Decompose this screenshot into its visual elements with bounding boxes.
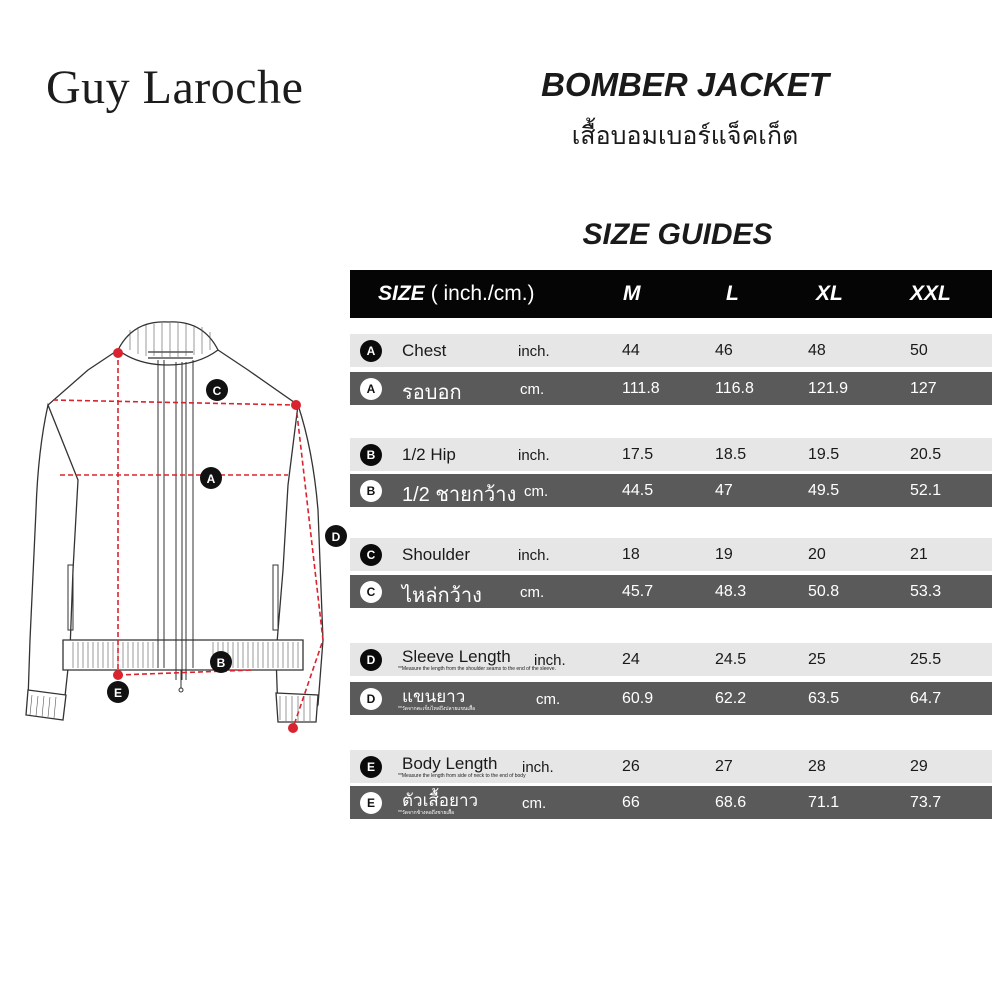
value-xl: 71.1 [808, 794, 840, 811]
row-hip-cm [350, 474, 992, 507]
diagram-label-e: E [113, 686, 123, 700]
value-xxl: 73.7 [910, 794, 942, 811]
size-guide-title: SIZE GUIDES [582, 218, 773, 251]
value-l: 48.3 [715, 583, 747, 600]
row-sleeve-inch [350, 643, 992, 676]
value-xxl: 29 [910, 758, 928, 775]
diagram-label-c: C [212, 384, 222, 398]
diagram-label-a: A [206, 472, 216, 486]
jacket-diagram [18, 310, 348, 740]
row-badge: A [360, 340, 382, 362]
value-xxl: 50 [910, 342, 928, 359]
row-badge: B [360, 444, 382, 466]
row-chest-cm [350, 372, 992, 405]
row-badge: C [360, 581, 382, 603]
value-m: 17.5 [622, 446, 654, 463]
value-l: 47 [715, 482, 733, 499]
value-l: 24.5 [715, 651, 747, 668]
value-xl: 20 [808, 546, 826, 563]
row-note: **Measure the length from the shoulder seams to the end of the sleeve. [398, 666, 556, 672]
row-length-inch [350, 750, 992, 783]
diagram-label-b: B [216, 656, 226, 670]
value-l: 19 [715, 546, 733, 563]
row-badge: A [360, 378, 382, 400]
row-badge: C [360, 544, 382, 566]
value-xl: 49.5 [808, 482, 840, 499]
row-note: **Measure the length from side of neck to the end of body [398, 773, 526, 779]
row-label: ไหล่กว้าง [402, 585, 482, 607]
value-l: 46 [715, 342, 733, 359]
header-size-label: SIZE ( inch./cm.) [378, 282, 535, 305]
value-m: 60.9 [622, 690, 654, 707]
row-unit: cm. [522, 795, 547, 812]
value-xl: 50.8 [808, 583, 840, 600]
value-m: 111.8 [622, 380, 660, 397]
row-label: ตัวเสื้อยาว [402, 791, 479, 810]
value-m: 44 [622, 342, 640, 359]
jacket-right-cuff [276, 693, 318, 722]
row-badge: B [360, 480, 382, 502]
row-hip-inch [350, 438, 992, 471]
brand-logo: Guy Laroche [46, 61, 304, 114]
value-xxl: 25.5 [910, 651, 942, 668]
row-unit: inch. [534, 652, 566, 669]
header-size-xxl: XXL [910, 282, 951, 305]
value-xl: 28 [808, 758, 826, 775]
row-label: Body Length [402, 754, 498, 773]
value-l: 68.6 [715, 794, 747, 811]
value-l: 116.8 [715, 380, 754, 397]
row-label: Shoulder [402, 545, 471, 564]
row-chest-inch [350, 334, 992, 367]
row-unit: inch. [518, 547, 550, 564]
header-size-xl: XL [816, 282, 843, 305]
row-unit: cm. [520, 381, 545, 398]
header-size-m: M [623, 282, 641, 305]
header-size-l: L [726, 282, 739, 305]
row-badge: E [360, 756, 382, 778]
row-unit: inch. [518, 343, 550, 360]
row-label: 1/2 ชายกว้าง [402, 484, 517, 506]
value-l: 62.2 [715, 690, 747, 707]
value-m: 24 [622, 651, 640, 668]
row-badge: E [360, 792, 382, 814]
value-xl: 48 [808, 342, 826, 359]
value-xxl: 64.7 [910, 690, 942, 707]
row-shoulder-cm [350, 575, 992, 608]
value-m: 66 [622, 794, 640, 811]
diagram-label-d: D [331, 530, 341, 544]
value-xl: 25 [808, 651, 826, 668]
row-unit: cm. [524, 483, 549, 500]
row-shoulder-inch [350, 538, 992, 571]
value-m: 45.7 [622, 583, 654, 600]
row-unit: cm. [520, 584, 545, 601]
product-title: BOMBER JACKET [541, 66, 829, 103]
size-table-header [350, 270, 992, 318]
value-xxl: 21 [910, 546, 928, 563]
value-xxl: 52.1 [910, 482, 942, 499]
row-label: Sleeve Length [402, 647, 511, 666]
value-xl: 121.9 [808, 380, 849, 397]
row-label: 1/2 Hip [402, 445, 456, 464]
value-xxl: 20.5 [910, 446, 942, 463]
header-unit-label: ( inch./cm.) [430, 282, 535, 305]
jacket-waistband [63, 640, 303, 670]
row-label: Chest [402, 341, 447, 360]
value-xxl: 127 [910, 380, 937, 397]
value-xl: 63.5 [808, 690, 840, 707]
value-m: 26 [622, 758, 640, 775]
row-unit: inch. [518, 447, 550, 464]
value-l: 18.5 [715, 446, 747, 463]
row-badge: D [360, 688, 382, 710]
row-label: รอบอก [402, 382, 462, 404]
row-unit: cm. [536, 691, 561, 708]
value-l: 27 [715, 758, 733, 775]
row-note: **วัดจากข้างคอถึงชายเสื้อ [398, 810, 455, 816]
jacket-body-outline [48, 350, 308, 665]
value-m: 18 [622, 546, 640, 563]
value-xl: 19.5 [808, 446, 840, 463]
jacket-left-cuff [26, 690, 66, 720]
row-note: **วัดจากตะเข็บไหล่ถึงปลายแขนเสื้อ [398, 706, 476, 712]
row-sleeve-cm [350, 682, 992, 715]
row-unit: inch. [522, 759, 554, 776]
value-m: 44.5 [622, 482, 654, 499]
row-label: แขนยาว [402, 687, 466, 706]
value-xxl: 53.3 [910, 583, 942, 600]
row-length-cm [350, 786, 992, 819]
row-badge: D [360, 649, 382, 671]
product-subtitle: เสื้อบอมเบอร์แจ็คเก็ต [571, 122, 799, 150]
